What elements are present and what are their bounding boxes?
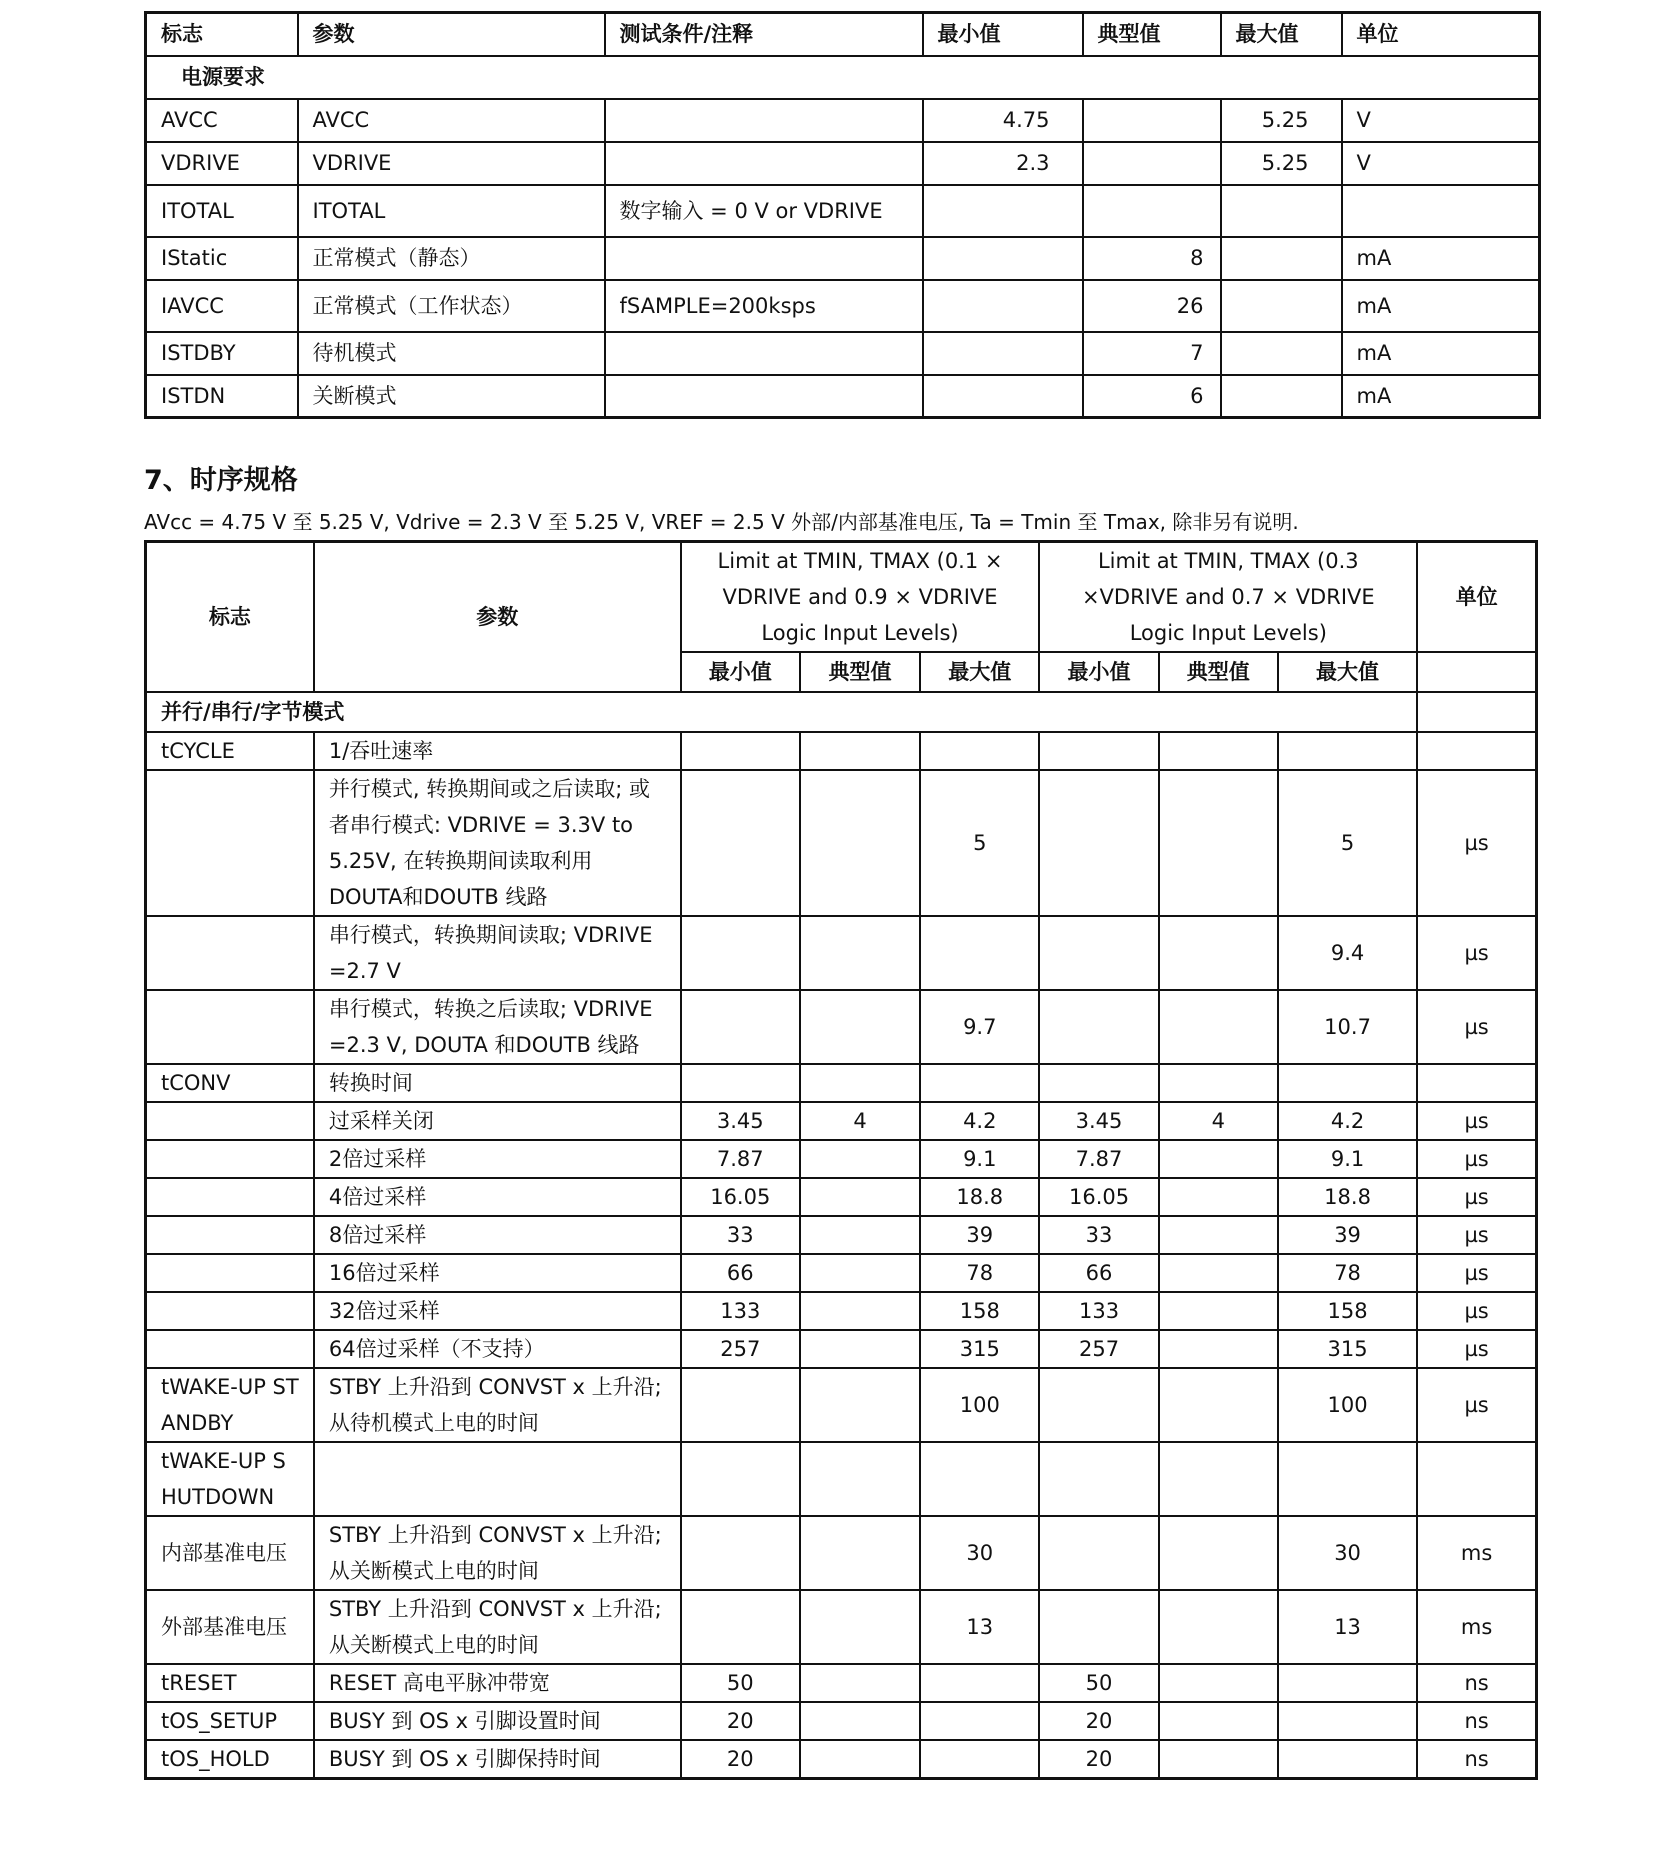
symbol-cell: [146, 1216, 314, 1254]
max-cell: [1221, 375, 1342, 418]
condition-cell: [605, 332, 923, 375]
typ-cell-1: [800, 1216, 920, 1254]
typ-cell-2: [1159, 1702, 1278, 1740]
unit-cell: µs: [1417, 1368, 1536, 1442]
min-cell-1: [681, 732, 800, 770]
typ-cell-1: [800, 1140, 920, 1178]
table-row: [146, 1178, 1537, 1216]
min-cell-1: 20: [681, 1740, 800, 1779]
parameter-cell: 待机模式: [298, 332, 605, 375]
typ-cell-1: [800, 1702, 920, 1740]
table-row: [146, 1368, 1537, 1442]
max-cell: 5.25: [1221, 99, 1342, 142]
min-cell-1: 133: [681, 1292, 800, 1330]
typ-cell-2: [1159, 1330, 1278, 1368]
typ-cell: 7: [1083, 332, 1221, 375]
unit-cell: ms: [1417, 1590, 1536, 1664]
header-parameter: 参数: [298, 13, 605, 56]
max-cell-1: 9.7: [920, 990, 1039, 1064]
table-row: [146, 1064, 1537, 1102]
unit-cell: µs: [1417, 1254, 1536, 1292]
typ-cell-1: [800, 1064, 920, 1102]
unit-cell: [1417, 1064, 1536, 1102]
typ-cell: [1083, 99, 1221, 142]
unit-cell: V: [1342, 142, 1540, 185]
max-cell-1: 18.8: [920, 1178, 1039, 1216]
section-label: 并行/串行/字节模式: [146, 692, 1418, 732]
typ-cell: 26: [1083, 280, 1221, 332]
max-cell-2: 100: [1278, 1368, 1417, 1442]
header-typ: 典型值: [1159, 652, 1278, 692]
max-cell: [1221, 237, 1342, 280]
max-cell-1: 9.1: [920, 1140, 1039, 1178]
min-cell-2: [1039, 732, 1158, 770]
typ-cell-1: [800, 990, 920, 1064]
header-max: 最大值: [1278, 652, 1417, 692]
condition-cell: [605, 99, 923, 142]
unit-cell: mA: [1342, 280, 1540, 332]
min-cell: [923, 280, 1083, 332]
power-requirements-table: [144, 11, 1541, 419]
header-limit-group-1: Limit at TMIN, TMAX (0.1 × VDRIVE and 0.9 × VDRIVE Logic Input Levels): [681, 542, 1040, 653]
typ-cell-2: [1159, 1442, 1278, 1516]
table-row: [146, 332, 1540, 375]
max-cell-2: [1278, 732, 1417, 770]
condition-cell: [605, 142, 923, 185]
min-cell-2: 257: [1039, 1330, 1158, 1368]
table-row: [146, 732, 1537, 770]
unit-cell: µs: [1417, 1292, 1536, 1330]
section-label: 电源要求: [146, 56, 1540, 99]
table-row: [146, 375, 1540, 418]
min-cell-1: 33: [681, 1216, 800, 1254]
parameter-cell: 关断模式: [298, 375, 605, 418]
parameter-cell: 串行模式，转换期间读取; VDRIVE =2.7 V: [314, 916, 681, 990]
min-cell-1: 3.45: [681, 1102, 800, 1140]
unit-cell: µs: [1417, 916, 1536, 990]
min-cell-1: 50: [681, 1664, 800, 1702]
symbol-cell: ISTDN: [146, 375, 298, 418]
symbol-cell: [146, 770, 314, 916]
typ-cell-1: [800, 1368, 920, 1442]
symbol-cell: tWAKE-UP SHUTDOWN: [146, 1442, 314, 1516]
unit-cell: µs: [1417, 770, 1536, 916]
min-cell-1: [681, 1590, 800, 1664]
header-unit: 单位: [1342, 13, 1540, 56]
typ-cell-1: [800, 1330, 920, 1368]
table-row: [146, 1740, 1537, 1779]
unit-cell: mA: [1342, 375, 1540, 418]
timing-spec-table: [144, 540, 1538, 1780]
min-cell-1: 66: [681, 1254, 800, 1292]
min-cell-2: [1039, 1590, 1158, 1664]
table-row: [146, 280, 1540, 332]
table-row: [146, 1140, 1537, 1178]
parameter-cell: 过采样关闭: [314, 1102, 681, 1140]
min-cell-2: 50: [1039, 1664, 1158, 1702]
table-row: [146, 1664, 1537, 1702]
min-cell: [923, 237, 1083, 280]
condition-cell: [605, 375, 923, 418]
typ-cell-1: [800, 1292, 920, 1330]
max-cell-1: 5: [920, 770, 1039, 916]
symbol-cell: [146, 1140, 314, 1178]
max-cell: [1221, 332, 1342, 375]
parameter-cell: 2倍过采样: [314, 1140, 681, 1178]
parameter-cell: 16倍过采样: [314, 1254, 681, 1292]
max-cell-2: [1278, 1664, 1417, 1702]
max-cell-2: [1278, 1740, 1417, 1779]
max-cell-2: [1278, 1702, 1417, 1740]
header-parameter: 参数: [314, 542, 681, 693]
symbol-cell: tOS_SETUP: [146, 1702, 314, 1740]
symbol-cell: IAVCC: [146, 280, 298, 332]
header-min: 最小值: [681, 652, 800, 692]
typ-cell-2: [1159, 1064, 1278, 1102]
symbol-cell: 外部基准电压: [146, 1590, 314, 1664]
parameter-cell: 并行模式, 转换期间或之后读取; 或者串行模式: VDRIVE = 3.3V to 5.25V, 在转换期间读取利用DOUTA和DOUTB 线路: [314, 770, 681, 916]
header-unit-blank: [1417, 652, 1536, 692]
min-cell-2: [1039, 916, 1158, 990]
min-cell-1: [681, 1368, 800, 1442]
min-cell: [923, 185, 1083, 237]
max-cell-2: [1278, 1064, 1417, 1102]
parameter-cell: BUSY 到 OS x 引脚保持时间: [314, 1740, 681, 1779]
table-header-row: [146, 13, 1540, 56]
max-cell: 5.25: [1221, 142, 1342, 185]
typ-cell-2: [1159, 990, 1278, 1064]
parameter-cell: 32倍过采样: [314, 1292, 681, 1330]
table-header-row: [146, 542, 1537, 653]
typ-cell-2: [1159, 1740, 1278, 1779]
parameter-cell: 4倍过采样: [314, 1178, 681, 1216]
typ-cell-2: [1159, 1292, 1278, 1330]
typ-cell-2: [1159, 1216, 1278, 1254]
max-cell-2: 9.4: [1278, 916, 1417, 990]
header-symbol: 标志: [146, 13, 298, 56]
parameter-cell: [314, 1442, 681, 1516]
parameter-cell: 正常模式（工作状态）: [298, 280, 605, 332]
unit-cell: µs: [1417, 1330, 1536, 1368]
parameter-cell: VDRIVE: [298, 142, 605, 185]
header-min: 最小值: [1039, 652, 1158, 692]
parameter-cell: 转换时间: [314, 1064, 681, 1102]
max-cell-1: [920, 732, 1039, 770]
max-cell-1: 4.2: [920, 1102, 1039, 1140]
min-cell-1: [681, 990, 800, 1064]
max-cell-1: [920, 1702, 1039, 1740]
section-unit-blank: [1417, 692, 1536, 732]
unit-cell: µs: [1417, 1102, 1536, 1140]
section-row: [146, 692, 1537, 732]
typ-cell-1: [800, 732, 920, 770]
max-cell-1: [920, 916, 1039, 990]
header-min: 最小值: [923, 13, 1083, 56]
min-cell-2: [1039, 1442, 1158, 1516]
max-cell-2: 39: [1278, 1216, 1417, 1254]
min-cell-1: 16.05: [681, 1178, 800, 1216]
typ-cell-2: [1159, 916, 1278, 990]
table-row: [146, 770, 1537, 916]
min-cell-2: 66: [1039, 1254, 1158, 1292]
min-cell-2: 20: [1039, 1740, 1158, 1779]
typ-cell-2: [1159, 732, 1278, 770]
typ-cell: [1083, 142, 1221, 185]
typ-cell-2: 4: [1159, 1102, 1278, 1140]
symbol-cell: tCONV: [146, 1064, 314, 1102]
unit-cell: ns: [1417, 1740, 1536, 1779]
condition-cell: [605, 237, 923, 280]
header-max: 最大值: [920, 652, 1039, 692]
min-cell-1: [681, 916, 800, 990]
unit-cell: µs: [1417, 1140, 1536, 1178]
parameter-cell: 64倍过采样（不支持）: [314, 1330, 681, 1368]
table-row: [146, 99, 1540, 142]
max-cell-2: 5: [1278, 770, 1417, 916]
min-cell-2: [1039, 1064, 1158, 1102]
unit-cell: V: [1342, 99, 1540, 142]
symbol-cell: AVCC: [146, 99, 298, 142]
parameter-cell: ITOTAL: [298, 185, 605, 237]
header-unit: 单位: [1417, 542, 1536, 653]
max-cell-1: 100: [920, 1368, 1039, 1442]
max-cell-2: 9.1: [1278, 1140, 1417, 1178]
header-typ: 典型值: [800, 652, 920, 692]
condition-cell: fSAMPLE=200ksps: [605, 280, 923, 332]
section-description: AVcc = 4.75 V 至 5.25 V, Vdrive = 2.3 V 至 5.25 V, VREF = 2.5 V 外部/内部基准电压, Ta = Tmin 至 Tmax, 除非另有说明.: [144, 510, 1299, 534]
table-row: [146, 185, 1540, 237]
unit-cell: µs: [1417, 1178, 1536, 1216]
min-cell-1: 7.87: [681, 1140, 800, 1178]
table-row: [146, 1330, 1537, 1368]
section-title: 7、时序规格: [144, 465, 298, 496]
max-cell-2: 158: [1278, 1292, 1417, 1330]
typ-cell: 6: [1083, 375, 1221, 418]
parameter-cell: 串行模式，转换之后读取; VDRIVE =2.3 V, DOUTA 和DOUTB 线路: [314, 990, 681, 1064]
max-cell-1: [920, 1064, 1039, 1102]
symbol-cell: tWAKE-UP STANDBY: [146, 1368, 314, 1442]
min-cell-2: [1039, 1516, 1158, 1590]
parameter-cell: STBY 上升沿到 CONVST x 上升沿; 从待机模式上电的时间: [314, 1368, 681, 1442]
max-cell-2: 78: [1278, 1254, 1417, 1292]
section-row: [146, 56, 1540, 99]
typ-cell-2: [1159, 1178, 1278, 1216]
min-cell-1: 20: [681, 1702, 800, 1740]
parameter-cell: BUSY 到 OS x 引脚设置时间: [314, 1702, 681, 1740]
max-cell-1: [920, 1740, 1039, 1779]
table-row: [146, 1216, 1537, 1254]
min-cell-1: [681, 1516, 800, 1590]
parameter-cell: 8倍过采样: [314, 1216, 681, 1254]
table-row: [146, 1590, 1537, 1664]
symbol-cell: [146, 1292, 314, 1330]
header-symbol: 标志: [146, 542, 314, 693]
symbol-cell: VDRIVE: [146, 142, 298, 185]
typ-cell-2: [1159, 1516, 1278, 1590]
unit-cell: ms: [1417, 1516, 1536, 1590]
parameter-cell: AVCC: [298, 99, 605, 142]
min-cell-1: 257: [681, 1330, 800, 1368]
min-cell: [923, 332, 1083, 375]
typ-cell-2: [1159, 1140, 1278, 1178]
table-row: [146, 916, 1537, 990]
min-cell-1: [681, 1064, 800, 1102]
table-row: [146, 1442, 1537, 1516]
min-cell: 4.75: [923, 99, 1083, 142]
max-cell-2: 18.8: [1278, 1178, 1417, 1216]
max-cell-2: [1278, 1442, 1417, 1516]
max-cell-1: 13: [920, 1590, 1039, 1664]
min-cell-2: [1039, 1368, 1158, 1442]
typ-cell-2: [1159, 1368, 1278, 1442]
min-cell: [923, 375, 1083, 418]
parameter-cell: 1/吞吐速率: [314, 732, 681, 770]
max-cell-1: [920, 1664, 1039, 1702]
symbol-cell: [146, 1254, 314, 1292]
symbol-cell: IStatic: [146, 237, 298, 280]
min-cell-2: 7.87: [1039, 1140, 1158, 1178]
max-cell-1: [920, 1442, 1039, 1516]
symbol-cell: [146, 1102, 314, 1140]
table-row: [146, 1702, 1537, 1740]
max-cell-2: 315: [1278, 1330, 1417, 1368]
min-cell-1: [681, 1442, 800, 1516]
max-cell-1: 158: [920, 1292, 1039, 1330]
header-typ: 典型值: [1083, 13, 1221, 56]
typ-cell: 8: [1083, 237, 1221, 280]
max-cell-1: 78: [920, 1254, 1039, 1292]
unit-cell: µs: [1417, 990, 1536, 1064]
max-cell-2: 30: [1278, 1516, 1417, 1590]
unit-cell: mA: [1342, 237, 1540, 280]
max-cell-2: 4.2: [1278, 1102, 1417, 1140]
symbol-cell: tRESET: [146, 1664, 314, 1702]
min-cell: 2.3: [923, 142, 1083, 185]
max-cell-1: 315: [920, 1330, 1039, 1368]
min-cell-2: 20: [1039, 1702, 1158, 1740]
header-conditions: 测试条件/注释: [605, 13, 923, 56]
header-limit-group-2: Limit at TMIN, TMAX (0.3 ×VDRIVE and 0.7 × VDRIVE Logic Input Levels): [1039, 542, 1417, 653]
table-row: [146, 1292, 1537, 1330]
parameter-cell: 正常模式（静态）: [298, 237, 605, 280]
symbol-cell: [146, 990, 314, 1064]
typ-cell-1: [800, 770, 920, 916]
min-cell-2: [1039, 990, 1158, 1064]
min-cell-1: [681, 770, 800, 916]
typ-cell-1: [800, 1442, 920, 1516]
condition-cell: 数字输入 = 0 V or VDRIVE: [605, 185, 923, 237]
symbol-cell: [146, 916, 314, 990]
typ-cell-1: 4: [800, 1102, 920, 1140]
symbol-cell: [146, 1330, 314, 1368]
table-row: [146, 237, 1540, 280]
unit-cell: [1417, 732, 1536, 770]
table-row: [146, 1254, 1537, 1292]
typ-cell-2: [1159, 1664, 1278, 1702]
typ-cell-2: [1159, 1590, 1278, 1664]
max-cell: [1221, 185, 1342, 237]
table-row: [146, 142, 1540, 185]
table-row: [146, 1516, 1537, 1590]
symbol-cell: 内部基准电压: [146, 1516, 314, 1590]
table-row: [146, 990, 1537, 1064]
unit-cell: ns: [1417, 1664, 1536, 1702]
typ-cell-1: [800, 1178, 920, 1216]
header-max: 最大值: [1221, 13, 1342, 56]
symbol-cell: ISTDBY: [146, 332, 298, 375]
min-cell-2: 3.45: [1039, 1102, 1158, 1140]
table-row: [146, 1102, 1537, 1140]
min-cell-2: 16.05: [1039, 1178, 1158, 1216]
typ-cell-1: [800, 1516, 920, 1590]
typ-cell-1: [800, 1254, 920, 1292]
symbol-cell: tCYCLE: [146, 732, 314, 770]
unit-cell: [1342, 185, 1540, 237]
symbol-cell: [146, 1178, 314, 1216]
max-cell: [1221, 280, 1342, 332]
typ-cell-1: [800, 1740, 920, 1779]
typ-cell-1: [800, 916, 920, 990]
unit-cell: ns: [1417, 1702, 1536, 1740]
parameter-cell: STBY 上升沿到 CONVST x 上升沿; 从关断模式上电的时间: [314, 1516, 681, 1590]
unit-cell: µs: [1417, 1216, 1536, 1254]
symbol-cell: ITOTAL: [146, 185, 298, 237]
max-cell-1: 39: [920, 1216, 1039, 1254]
max-cell-2: 10.7: [1278, 990, 1417, 1064]
parameter-cell: STBY 上升沿到 CONVST x 上升沿; 从关断模式上电的时间: [314, 1590, 681, 1664]
symbol-cell: tOS_HOLD: [146, 1740, 314, 1779]
max-cell-2: 13: [1278, 1590, 1417, 1664]
max-cell-1: 30: [920, 1516, 1039, 1590]
typ-cell-1: [800, 1590, 920, 1664]
parameter-cell: RESET 高电平脉冲带宽: [314, 1664, 681, 1702]
typ-cell-1: [800, 1664, 920, 1702]
typ-cell-2: [1159, 770, 1278, 916]
min-cell-2: 33: [1039, 1216, 1158, 1254]
unit-cell: mA: [1342, 332, 1540, 375]
typ-cell-2: [1159, 1254, 1278, 1292]
min-cell-2: [1039, 770, 1158, 916]
min-cell-2: 133: [1039, 1292, 1158, 1330]
unit-cell: [1417, 1442, 1536, 1516]
typ-cell: [1083, 185, 1221, 237]
